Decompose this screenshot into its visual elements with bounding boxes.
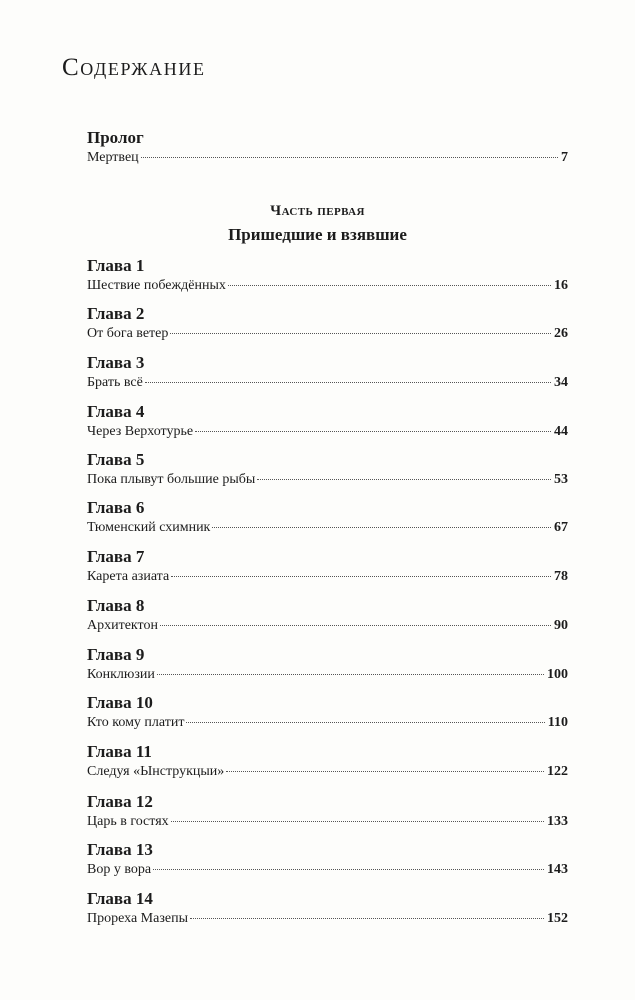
- page-number: 152: [547, 911, 568, 926]
- entry-heading: Глава 1: [87, 256, 145, 275]
- entry-title: Шествие побеждённых: [87, 278, 226, 293]
- toc-entry-chapter-11[interactable]: [87, 742, 568, 781]
- entry-line: [87, 471, 568, 489]
- entry-heading: Глава 12: [87, 792, 153, 811]
- entry-line: [87, 568, 568, 586]
- dot-leader: [141, 157, 558, 158]
- part-label: Часть первая: [270, 203, 365, 219]
- entry-line: [87, 910, 568, 928]
- dot-leader: [171, 821, 544, 822]
- dot-leader: [257, 479, 551, 480]
- dot-leader: [190, 918, 544, 919]
- page-number: 110: [547, 715, 568, 730]
- entry-heading: Глава 13: [87, 840, 153, 859]
- entry-title: Кто кому платит: [87, 715, 185, 730]
- entry-title: Мертвец: [87, 150, 139, 165]
- entry-line: [87, 325, 568, 343]
- entry-title: Пока плывут большие рыбы: [87, 472, 256, 487]
- page-number: 133: [547, 814, 568, 829]
- entry-line: [87, 861, 568, 879]
- entry-heading: Глава 10: [87, 693, 153, 712]
- entry-line: [87, 714, 568, 732]
- entry-title: Карета азиата: [87, 569, 170, 584]
- toc-entry-chapter-1[interactable]: [87, 256, 568, 295]
- toc-entry-chapter-6[interactable]: [87, 498, 568, 537]
- entry-title: Брать всё: [87, 375, 143, 390]
- page-number: 53: [554, 472, 568, 487]
- page-number: 44: [554, 424, 568, 439]
- entry-heading: Глава 3: [87, 353, 145, 372]
- entry-line: [87, 763, 568, 781]
- entry-line: [87, 149, 568, 167]
- entry-title: Вор у вора: [87, 862, 152, 877]
- dot-leader: [228, 285, 551, 286]
- entry-title: От бога ветер: [87, 326, 169, 341]
- entry-heading: Глава 7: [87, 547, 145, 566]
- entry-line: [87, 617, 568, 635]
- page-number: 67: [554, 520, 568, 535]
- dot-leader: [160, 625, 551, 626]
- dot-leader: [212, 527, 551, 528]
- entry-heading: Глава 14: [87, 889, 153, 908]
- page-number: 16: [554, 278, 568, 293]
- part-title: Пришедшие и взявшие: [228, 225, 407, 244]
- toc-entry-chapter-5[interactable]: [87, 450, 568, 489]
- entry-line: [87, 277, 568, 295]
- toc-entry-chapter-2[interactable]: [87, 304, 568, 343]
- entry-title: Архитектон: [87, 618, 158, 633]
- entry-heading: Глава 4: [87, 402, 145, 421]
- entry-line: [87, 423, 568, 441]
- toc-entry-chapter-13[interactable]: [87, 840, 568, 879]
- toc-entry-chapter-9[interactable]: [87, 645, 568, 684]
- dot-leader: [226, 771, 544, 772]
- dot-leader: [153, 869, 544, 870]
- entry-title: Прореха Мазепы: [87, 911, 188, 926]
- toc-title: Содержание: [62, 54, 206, 81]
- page-number: 143: [547, 862, 568, 877]
- dot-leader: [171, 576, 551, 577]
- entry-title: Тюменский схимник: [87, 520, 211, 535]
- toc-entry-chapter-14[interactable]: [87, 889, 568, 928]
- toc-entry-chapter-3[interactable]: [87, 353, 568, 392]
- entry-heading: Глава 5: [87, 450, 145, 469]
- toc-entry-chapter-8[interactable]: [87, 596, 568, 635]
- page-number: 34: [554, 375, 568, 390]
- entry-line: [87, 666, 568, 684]
- page-number: 100: [547, 667, 568, 682]
- dot-leader: [145, 382, 551, 383]
- entry-line: [87, 519, 568, 537]
- dot-leader: [157, 674, 544, 675]
- toc-entry-chapter-4[interactable]: [87, 402, 568, 441]
- entry-heading: Глава 9: [87, 645, 145, 664]
- page-number: 7: [561, 150, 568, 165]
- dot-leader: [186, 722, 544, 723]
- entry-line: [87, 374, 568, 392]
- entry-title: Царь в гостях: [87, 814, 169, 829]
- page-number: 78: [554, 569, 568, 584]
- entry-heading: Пролог: [87, 128, 144, 147]
- entry-heading: Глава 11: [87, 742, 152, 761]
- entry-title: Конклюзии: [87, 667, 155, 682]
- toc-entry-chapter-12[interactable]: [87, 792, 568, 831]
- page-number: 90: [554, 618, 568, 633]
- entry-title: Через Верхотурье: [87, 424, 194, 439]
- toc-entry-chapter-7[interactable]: [87, 547, 568, 586]
- dot-leader: [170, 333, 551, 334]
- entry-heading: Глава 8: [87, 596, 145, 615]
- page-number: 26: [554, 326, 568, 341]
- entry-heading: Глава 6: [87, 498, 145, 517]
- page-number: 122: [547, 764, 568, 779]
- entry-line: [87, 813, 568, 831]
- entry-title: Следуя «Ынструкцыи»: [87, 764, 225, 779]
- toc-entry-prologue[interactable]: [87, 128, 568, 167]
- entry-heading: Глава 2: [87, 304, 145, 323]
- dot-leader: [195, 431, 551, 432]
- toc-entry-chapter-10[interactable]: [87, 693, 568, 732]
